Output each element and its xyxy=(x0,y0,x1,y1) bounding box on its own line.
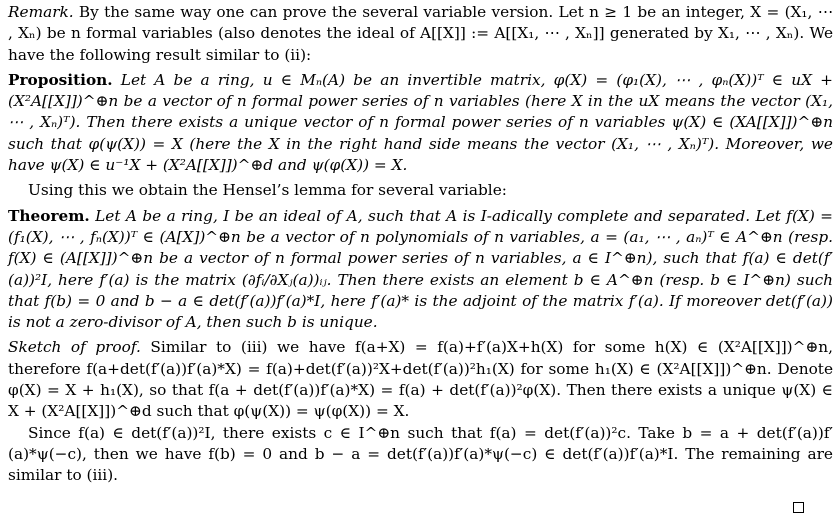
proposition-text: Let A be a ring, u ∈ Mₙ(A) be an invertible matrix, φ(X) = (φ₁(X), ⋯ , φₙ(X))ᵀ ∈ uX + (X²A[[X]])^⊕n be a vector of n formal power series of n variables (here X in the uX means the vector (X₁, ⋯ , Xₙ)ᵀ). Then there exists a unique vector of n formal power series of n variables ψ(X) ∈ (XA[[X]])^⊕n such that φ(ψ(X)) = X (here the X in the right hand side means the vector (X₁, ⋯ , Xₙ)ᵀ). Moreover, we have ψ(X) ∈ u⁻¹X + (X²A[[X]])^⊕d and ψ(φ(X)) = X. xyxy=(8,70,833,175)
remark-paragraph xyxy=(8,2,833,66)
sketch-text: Similar to (iii) we have f(a+X) = f(a)+f′(a)X+h(X) for some h(X) ∈ (X²A[[X]])^⊕n, therefore f(a+det(f′(a))f′(a)*X) = f(a)+det(f′(a))²X+det(f′(a))²h₁(X) for some h₁(X) ∈ (X²A[[X]])^⊕n. Denote φ(X) = X + h₁(X), so that f(a + det(f′(a))f′(a)*X) = f(a) + det(f′(a))²φ(X). Then there exists a unique ψ(X) ∈ X + (X²A[[X]])^⊕d such that φ(ψ(X)) = ψ(φ(X)) = X. xyxy=(8,338,833,421)
theorem-label: Theorem. xyxy=(8,206,90,225)
theorem-text: Let A be a ring, I be an ideal of A, such that A is I-adically complete and separated. Let f(X) = (f₁(X), ⋯ , fₙ(X))ᵀ ∈ (A[X])^⊕n be a vector of n polynomials of n variables, a = (a₁, ⋯ , aₙ)ᵀ ∈ A^⊕n (resp. f(X) ∈ (A[[X]])^⊕n be a vector of n formal power series of n variables, a ∈ I^⊕n), such that f(a) ∈ det(f′(a))²I, here f′(a) is the matrix (∂fᵢ/∂Xⱼ(a))ᵢⱼ. Then there exists an element b ∈ A^⊕n (resp. b ∈ I^⊕n) such that f(b) = 0 and b − a ∈ det(f′(a))f′(a)*I, here f′(a)* is the adjoint of the matrix f′(a). If moreover det(f′(a)) is not a zero-divisor of A, then such b is unique. xyxy=(8,206,833,332)
closing-paragraph: Since f(a) ∈ det(f′(a))²I, there exists c ∈ I^⊕n such that f(a) = det(f′(a))²c. Take b = a + det(f′(a))f′(a)*ψ(−c), then we have f(b) = 0 and b − a = det(f′(a))f′(a)*ψ(−c) ∈ det(f′(a))f′(a)*I. The remaining are similar to (iii). xyxy=(8,423,833,485)
sketch-label: Sketch of proof. xyxy=(8,338,141,357)
proposition-label: Proposition. xyxy=(8,70,113,89)
proposition-paragraph xyxy=(8,70,833,176)
bridge-sentence: Using this we obtain the Hensel’s lemma for several variable: xyxy=(28,181,507,200)
remark-text: By the same way one can prove the several variable version. Let n ≥ 1 be an integer, X = (X₁, ⋯ , Xₙ) be n formal variables (also denotes the ideal of A[[X]] := A[[X₁, ⋯ , Xₙ]] generated by X₁, ⋯ , Xₙ). We have the following result similar to (ii): xyxy=(8,3,833,64)
sketch-paragraph xyxy=(8,337,833,422)
theorem-paragraph xyxy=(8,206,833,334)
remark-label: Remark. xyxy=(8,3,74,21)
qed-square-icon xyxy=(793,502,804,513)
